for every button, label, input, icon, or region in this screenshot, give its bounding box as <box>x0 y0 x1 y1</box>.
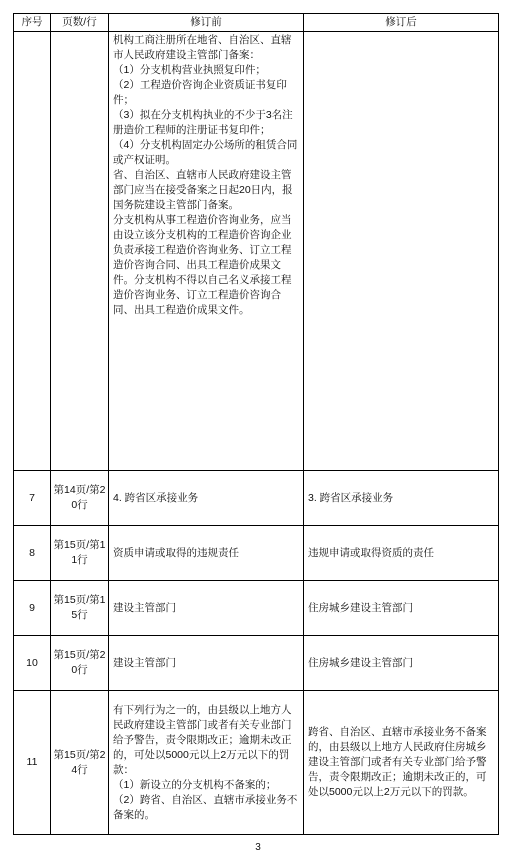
cell-after <box>304 32 499 471</box>
paragraph: 分支机构从事工程造价咨询业务，应当由设立该分支机构的工程造价咨询企业负责承接工程造价咨询业务、订立工程造价咨询合同、出具工程造价成果文件。分支机构不得以自己名义承接工程造价咨询业务、订立工程造价咨询合同、出具工程造价成果文件。 <box>113 214 292 316</box>
paragraph: （1）新设立的分支机构不备案的； <box>113 778 277 791</box>
cell-page: 第15页/第11行 <box>51 526 109 581</box>
cell-no: 9 <box>14 581 51 636</box>
table-row <box>14 636 499 691</box>
header-row <box>14 14 499 32</box>
cell-no: 7 <box>14 471 51 526</box>
paragraph: （3）拟在分支机构执业的不少于3名注册造价工程师的注册证书复印件； <box>113 109 293 136</box>
cell-no <box>14 32 51 471</box>
paragraph: （2）工程造价咨询企业资质证书复印件； <box>113 79 287 106</box>
cell-after: 住房城乡建设主管部门 <box>304 581 499 636</box>
table-row <box>14 691 499 835</box>
cell-page: 第14页/第20行 <box>51 471 109 526</box>
cell-no: 10 <box>14 636 51 691</box>
cell-before <box>109 691 304 835</box>
paragraph: 机构工商注册所在地省、自治区、直辖市人民政府建设主管部门备案： <box>113 34 292 61</box>
header-before: 修订前 <box>109 14 304 32</box>
cell-no: 11 <box>14 691 51 835</box>
paragraph: （4）分支机构固定办公场所的租赁合同或产权证明。 <box>113 139 298 166</box>
header-after: 修订后 <box>304 14 499 32</box>
cell-after: 违规申请或取得资质的责任 <box>304 526 499 581</box>
header-no: 序号 <box>14 14 51 32</box>
revision-table <box>13 13 499 835</box>
paragraph: 省、自治区、直辖市人民政府建设主管部门应当在接受备案之日起20日内，报国务院建设主管部门备案。 <box>113 169 293 211</box>
cell-page: 第15页/第15行 <box>51 581 109 636</box>
cell-page: 第15页/第24行 <box>51 691 109 835</box>
cell-before <box>109 32 304 471</box>
cell-after: 3. 跨省区承接业务 <box>304 471 499 526</box>
header-page-line: 页数/行 <box>51 14 109 32</box>
paragraph: （2）跨省、自治区、直辖市承接业务不备案的。 <box>113 793 298 821</box>
page-number: 3 <box>255 842 261 853</box>
cell-after: 住房城乡建设主管部门 <box>304 636 499 691</box>
paragraph: （1）分支机构营业执照复印件； <box>113 64 266 76</box>
cell-before: 建设主管部门 <box>109 581 304 636</box>
cell-no: 8 <box>14 526 51 581</box>
cell-page: 第15页/第20行 <box>51 636 109 691</box>
cell-page <box>51 32 109 471</box>
cell-after: 跨省、自治区、直辖市承接业务不备案的，由县级以上地方人民政府住房城乡建设主管部门或者有关专业部门给予警告，责令限期改正；逾期未改正的，可处以5000元以上2万元以下的罚款。 <box>304 691 499 835</box>
table-row-continuation <box>14 32 499 471</box>
cell-before: 建设主管部门 <box>109 636 304 691</box>
cell-before: 资质申请或取得的违规责任 <box>109 526 304 581</box>
table-row <box>14 581 499 636</box>
paragraph: 有下列行为之一的，由县级以上地方人民政府建设主管部门或者有关专业部门给予警告，责令限期改正；逾期未改正的，可处以5000元以上2万元以下的罚款： <box>113 703 292 776</box>
cell-before: 4. 跨省区承接业务 <box>109 471 304 526</box>
table-row <box>14 526 499 581</box>
table-row <box>14 471 499 526</box>
